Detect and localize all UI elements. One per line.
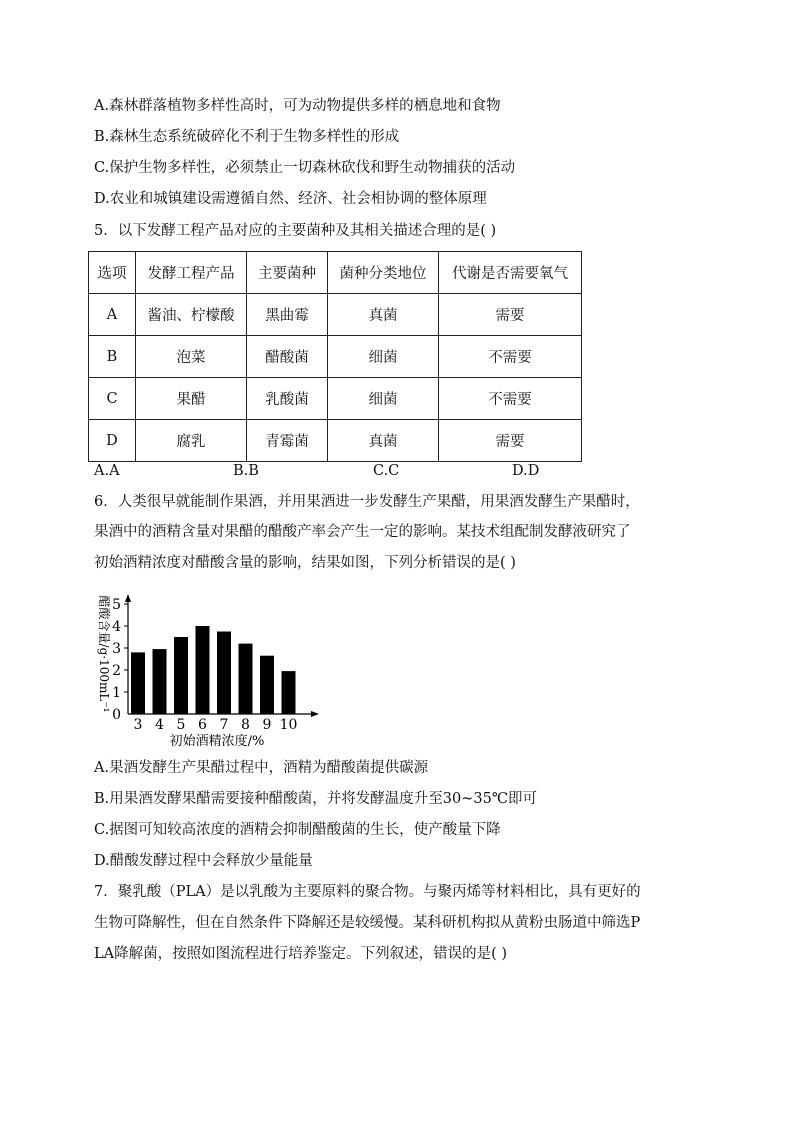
bar	[131, 652, 145, 714]
x-tick-label: 4	[155, 717, 164, 733]
table-header: 代谢是否需要氧气	[439, 252, 582, 294]
table-cell: A	[89, 294, 136, 336]
table-cell: 细菌	[328, 378, 439, 420]
y-axis-title: 醋酸含量/g·100mL⁻¹	[97, 595, 111, 713]
q6-stem-line2: 果酒中的酒精含量对果醋的醋酸产率会产生一定的影响。某技术组配制发酵液研究了	[94, 524, 631, 540]
y-tick-label: 1	[112, 685, 121, 701]
q6-option-a: A.果酒发酵生产果醋过程中，酒精为醋酸菌提供碳源	[94, 760, 429, 776]
y-tick-label: 3	[112, 641, 121, 657]
q4-option-b: B.森林生态系统破碎化不利于生物多样性的形成	[94, 129, 400, 145]
y-tick-label: 5	[112, 597, 121, 613]
q4-option-c: C.保护生物多样性，必须禁止一切森林砍伐和野生动物捕获的活动	[94, 160, 516, 176]
table-cell: 腐乳	[136, 420, 247, 462]
table-cell: D	[89, 420, 136, 462]
table-header-row	[89, 252, 582, 294]
y-axis-arrow	[125, 594, 131, 602]
q5-choice-d: D.D	[512, 463, 540, 479]
q7-stem-line2: 生物可降解性，但在自然条件下降解还是较缓慢。某科研机构拟从黄粉虫肠道中筛选P	[94, 915, 641, 931]
q6-option-b: B.用果酒发酵果醋需要接种醋酸菌，并将发酵温度升至30~35℃即可	[94, 791, 538, 807]
table-cell: 黑曲霉	[247, 294, 328, 336]
table-row	[89, 294, 582, 336]
x-tick-label: 9	[262, 717, 272, 733]
table-cell: 不需要	[439, 378, 582, 420]
acetic-acid-bar-chart	[90, 590, 320, 750]
q5-stem: 5．以下发酵工程产品对应的主要菌种及其相关描述合理的是( )	[94, 223, 497, 239]
q5-choice-b: B.B	[233, 463, 259, 479]
x-tick-label: 5	[176, 717, 186, 733]
table-cell: 需要	[439, 294, 582, 336]
table-cell: 真菌	[328, 294, 439, 336]
table-cell: 需要	[439, 420, 582, 462]
y-tick-label: 2	[112, 663, 121, 679]
y-tick-label: 0	[112, 707, 121, 723]
x-axis-arrow	[311, 711, 319, 717]
x-tick-label: 8	[241, 717, 250, 733]
bar	[239, 644, 253, 714]
table-cell: 乳酸菌	[247, 378, 328, 420]
q4-option-a: A.森林群落植物多样性高时，可为动物提供多样的栖息地和食物	[94, 98, 501, 114]
q6-option-d: D.醋酸发酵过程中会释放少量能量	[94, 853, 313, 869]
table-row	[89, 336, 582, 378]
q4-option-d: D.农业和城镇建设需遵循自然、经济、社会相协调的整体原理	[94, 191, 487, 207]
table-header: 发酵工程产品	[136, 252, 247, 294]
q7-stem-line1: 7．聚乳酸（PLA）是以乳酸为主要原料的聚合物。与聚丙烯等材料相比，具有更好的	[94, 884, 641, 900]
x-tick-label: 6	[198, 717, 207, 733]
bar	[196, 626, 210, 714]
x-tick-label: 3	[133, 717, 143, 733]
table-row	[89, 378, 582, 420]
table-cell: 酱油、柠檬酸	[136, 294, 247, 336]
table-cell: 青霉菌	[247, 420, 328, 462]
x-axis-title: 初始酒精浓度/%	[169, 734, 265, 749]
table-row	[89, 420, 582, 462]
table-header: 菌种分类地位	[328, 252, 439, 294]
table-cell: 真菌	[328, 420, 439, 462]
table-cell: B	[89, 336, 136, 378]
y-tick-label: 4	[112, 619, 121, 635]
bar	[282, 671, 296, 714]
q7-stem-line3: LA降解菌，按照如图流程进行培养鉴定。下列叙述，错误的是( )	[94, 946, 508, 962]
table-cell: 泡菜	[136, 336, 247, 378]
bar	[217, 632, 231, 715]
bar	[153, 649, 167, 714]
bar	[174, 637, 188, 714]
table-cell: C	[89, 378, 136, 420]
q5-choice-a: A.A	[94, 463, 120, 479]
q6-stem-line1: 6．人类很早就能制作果酒，并用果酒进一步发酵生产果醋，用果酒发酵生产果醋时，	[94, 494, 640, 510]
table-cell: 醋酸菌	[247, 336, 328, 378]
x-tick-label: 7	[219, 717, 229, 733]
x-tick-label: 10	[279, 717, 298, 733]
table-cell: 果醋	[136, 378, 247, 420]
q5-choice-c: C.C	[373, 463, 400, 479]
table-cell: 细菌	[328, 336, 439, 378]
q5-table	[88, 251, 582, 462]
q6-option-c: C.据图可知较高浓度的酒精会抑制醋酸菌的生长，使产酸量下降	[94, 822, 501, 838]
table-header: 选项	[89, 252, 136, 294]
bar	[260, 656, 274, 714]
table-header: 主要菌种	[247, 252, 328, 294]
table-cell: 不需要	[439, 336, 582, 378]
q6-stem-line3: 初始酒精浓度对醋酸含量的影响，结果如图，下列分析错误的是( )	[94, 555, 516, 571]
